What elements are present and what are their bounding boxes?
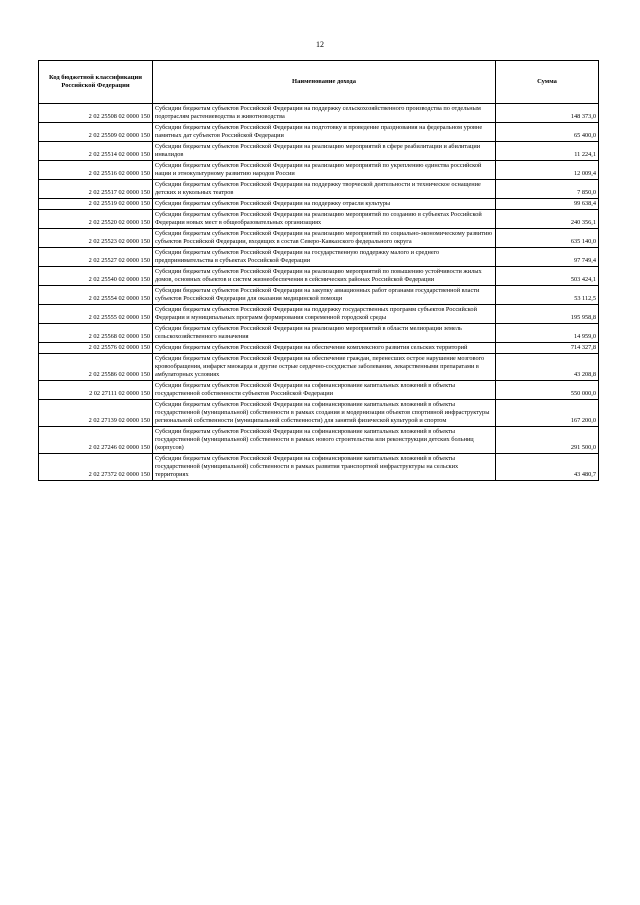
table-row (39, 161, 599, 180)
page-number: 12 (316, 40, 324, 49)
table-row (39, 343, 599, 354)
table-row (39, 324, 599, 343)
row-code: 2 02 25514 02 0000 150 (39, 142, 153, 161)
header-name: Наименование дохода (153, 61, 496, 104)
row-code: 2 02 25527 02 0000 150 (39, 248, 153, 267)
row-name: Субсидии бюджетам субъектов Российской Федерации на поддержку сельскохозяйственного производства по отдельным подотраслям растениеводства и животноводства (153, 104, 496, 123)
row-sum: 635 140,0 (496, 229, 599, 248)
table-row (39, 267, 599, 286)
row-name: Субсидии бюджетам субъектов Российской Федерации на обеспечение комплексного развития сельских территорий (153, 343, 496, 354)
row-code: 2 02 25568 02 0000 150 (39, 324, 153, 343)
table-row (39, 454, 599, 481)
row-code: 2 02 25517 02 0000 150 (39, 180, 153, 199)
row-code: 2 02 25586 02 0000 150 (39, 354, 153, 381)
row-name: Субсидии бюджетам субъектов Российской Федерации на реализацию мероприятий по социально-экономическому развитию субъектов Российской Федерации, входящих в состав Северо-Кавказского федерального округа (153, 229, 496, 248)
table-row (39, 180, 599, 199)
row-sum: 14 959,0 (496, 324, 599, 343)
row-sum: 291 500,0 (496, 427, 599, 454)
row-name: Субсидии бюджетам субъектов Российской Федерации на реализацию мероприятий по созданию в субъектах Российской Федерации новых мест в общеобразовательных организациях (153, 210, 496, 229)
row-name: Субсидии бюджетам субъектов Российской Федерации на реализацию мероприятий по укреплению единства российской нации и этнокультурному развитию народов России (153, 161, 496, 180)
row-sum: 11 224,1 (496, 142, 599, 161)
row-name: Субсидии бюджетам субъектов Российской Федерации на поддержку государственных программ субъектов Российской Федерации и муниципальных программ формирования современной городской среды (153, 305, 496, 324)
row-name: Субсидии бюджетам субъектов Российской Федерации на поддержку отрасли культуры (153, 199, 496, 210)
row-code: 2 02 25508 02 0000 150 (39, 104, 153, 123)
row-name: Субсидии бюджетам субъектов Российской Федерации на реализацию мероприятий в области мелиорации земель сельскохозяйственного назначения (153, 324, 496, 343)
row-name: Субсидии бюджетам субъектов Российской Федерации на государственную поддержку малого и среднего предпринимательства в субъектах Российской Федерации (153, 248, 496, 267)
row-code: 2 02 25523 02 0000 150 (39, 229, 153, 248)
row-sum: 7 850,0 (496, 180, 599, 199)
table-row (39, 427, 599, 454)
row-name: Субсидии бюджетам субъектов Российской Федерации на софинансирование капитальных вложений в объекты государственной (муниципальной) собственности в рамках создания и модернизации объектов спортивной инфраструктуры региональной собственности (муниципальной собственности) для занятий физической культурой и спортом (153, 400, 496, 427)
table-row (39, 210, 599, 229)
table-row (39, 381, 599, 400)
row-code: 2 02 27372 02 0000 150 (39, 454, 153, 481)
table-row (39, 199, 599, 210)
row-name: Субсидии бюджетам субъектов Российской Федерации на софинансирование капитальных вложений в объекты государственной (муниципальной) собственности в рамках развития транспортной инфраструктуры на сельских территориях (153, 454, 496, 481)
revenue-table (38, 60, 599, 481)
row-sum: 148 373,0 (496, 104, 599, 123)
row-code: 2 02 25520 02 0000 150 (39, 210, 153, 229)
row-sum: 714 327,8 (496, 343, 599, 354)
header-code: Код бюджетной классификации Российской Федерации (39, 61, 153, 104)
row-code: 2 02 25540 02 0000 150 (39, 267, 153, 286)
row-name: Субсидии бюджетам субъектов Российской Федерации на закупку авиационных работ органами государственной власти субъектов Российской Федерации для оказания медицинской помощи (153, 286, 496, 305)
row-sum: 12 009,4 (496, 161, 599, 180)
table-row (39, 305, 599, 324)
row-name: Субсидии бюджетам субъектов Российской Федерации на софинансирование капитальных вложений в объекты государственной собственности субъектов Российской Федерации (153, 381, 496, 400)
table-row (39, 123, 599, 142)
row-code: 2 02 25516 02 0000 150 (39, 161, 153, 180)
header-sum: Сумма (496, 61, 599, 104)
row-sum: 43 208,8 (496, 354, 599, 381)
table-header-row (39, 61, 599, 104)
row-sum: 53 112,5 (496, 286, 599, 305)
row-name: Субсидии бюджетам субъектов Российской Федерации на обеспечение граждан, перенесших острое нарушение мозгового кровообращения, инфаркт миокарда и другие острые сердечно-сосудистые заболевания, лекарственными препаратами в амбулаторных условиях (153, 354, 496, 381)
table-row (39, 354, 599, 381)
row-sum: 43 480,7 (496, 454, 599, 481)
table-row (39, 229, 599, 248)
table-row (39, 142, 599, 161)
row-name: Субсидии бюджетам субъектов Российской Федерации на подготовку и проведение празднования на федеральном уровне памятных дат субъектов Российской Федерации (153, 123, 496, 142)
row-sum: 97 749,4 (496, 248, 599, 267)
row-code: 2 02 25509 02 0000 150 (39, 123, 153, 142)
row-sum: 503 424,1 (496, 267, 599, 286)
row-sum: 65 400,0 (496, 123, 599, 142)
table-row (39, 400, 599, 427)
row-sum: 240 356,1 (496, 210, 599, 229)
table-row (39, 286, 599, 305)
row-sum: 195 958,8 (496, 305, 599, 324)
row-code: 2 02 27111 02 0000 150 (39, 381, 153, 400)
row-code: 2 02 25576 02 0000 150 (39, 343, 153, 354)
row-name: Субсидии бюджетам субъектов Российской Федерации на реализацию мероприятий в сфере реабилитации и абилитации инвалидов (153, 142, 496, 161)
row-code: 2 02 27139 02 0000 150 (39, 400, 153, 427)
row-code: 2 02 25519 02 0000 150 (39, 199, 153, 210)
table-row (39, 104, 599, 123)
row-code: 2 02 25554 02 0000 150 (39, 286, 153, 305)
row-sum: 167 200,0 (496, 400, 599, 427)
row-sum: 550 000,0 (496, 381, 599, 400)
table-row (39, 248, 599, 267)
row-name: Субсидии бюджетам субъектов Российской Федерации на софинансирование капитальных вложений в объекты государственной (муниципальной) собственности в рамках нового строительства или реконструкции детских больниц (корпусов) (153, 427, 496, 454)
row-name: Субсидии бюджетам субъектов Российской Федерации на реализацию мероприятий по повышению устойчивости жилых домов, основных объектов и систем жизнеобеспечения в сейсмических районах Российской Федерации (153, 267, 496, 286)
row-code: 2 02 25555 02 0000 150 (39, 305, 153, 324)
row-code: 2 02 27246 02 0000 150 (39, 427, 153, 454)
row-name: Субсидии бюджетам субъектов Российской Федерации на поддержку творческой деятельности и техническое оснащение детских и кукольных театров (153, 180, 496, 199)
row-sum: 99 638,4 (496, 199, 599, 210)
